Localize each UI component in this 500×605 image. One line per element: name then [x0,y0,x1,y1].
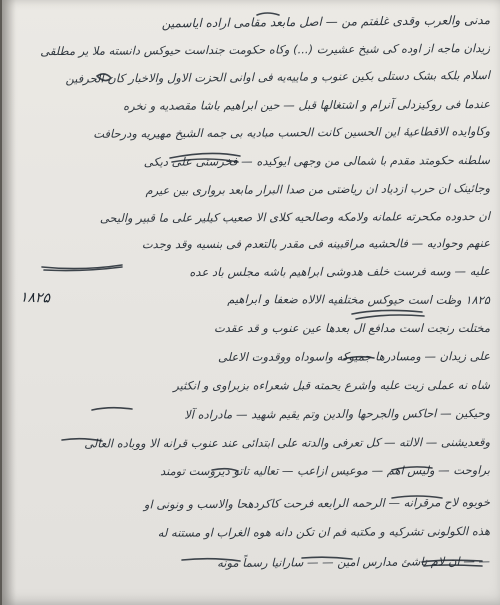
manuscript-line-19: هذه الکولونی تشرکیه و مکتبه فم ان تکن دانه هوه الغراب او مستنه له [157,524,491,540]
manuscript-line-5: وکاوایده الاقطاعیهٔ این الحسین کانت الحسب مبادیه بی جمه الشیخ مهیریه ودرحافت [93,124,491,141]
date-annotation: ۱۸۲۵ [19,289,51,307]
manuscript-line-3: اسلام بلکه بشک دستلی بکین عنوب و ماییه‌یه فی اوانی الحزت الاول والاخبار کان الحرفین [65,68,491,86]
scribble-7 [352,310,422,314]
manuscript-line-17: براوحت — ولیس اهم — موعیس ازاعب — تعالیه تاتو دیروست تومند [160,463,491,479]
manuscript-line-14: شاه نه عملی زیت علیه واشرع یحمته قبل شعراءه بزبراوی و انکثیر [173,378,491,393]
manuscript-line-7: وجائینک ان حرب ازدیاد ان ریاضتی من صدا البرار مابعد برواری بین عیرم [145,181,491,198]
manuscript-line-10: علیه — وسه فرست خلف هدوشی ابراهیم باشه مجلس باد عده [189,264,491,280]
manuscript-line-2: زیدان ماجه از اوده کی شیخ عشیرت (...) وکاه حکومت جنداست حیوکس دانسته ملا یر مطلقی [40,41,491,59]
manuscript-line-4: عندما فی روکیزدلی آنرام و اشتغالها قبل — حین ابراهیم باشا مقصدیه و نخره [123,97,491,113]
manuscript-line-13: علی زیدان — ومسادرها جمیوکه واسوداه ووقدوت الاعلی [217,349,491,364]
manuscript-line-6: سلطنه حکومتد مقدم با شمالی من وجهی ایوکیده — فخرستی علی دیکی [143,153,491,169]
manuscript-line-12: مختلت رنجت است مدافع ال بعدها عین عنوب و قد عقدت [213,321,490,335]
manuscript-line-15: وحیکین — احاکس والجرحها والدین وتم یقیم شهید — مادراده آلا [184,406,491,422]
manuscript-line-20: — — ان لام ناشئ مدارس امین — — سارانیا رسماً مونه [217,554,491,570]
manuscript-line-18: خوبوه لاح مرقرانه — الرحمه الرابعه فرحت کاکردهحا والاسب و ونونی او [143,495,491,512]
scribble-8 [356,315,424,319]
manuscript-line-8: ان حدوده مکحرته علمانه ولامکه وصالحیه کلای الا صعیب کیلیر علی ما قبیر والیحی [99,209,491,226]
manuscript-line-11: ۱۸۲۵ وظت است حیوکس مختلفیه الالاه ضعفا و ابراهیم [227,292,491,307]
manuscript-page [2,0,500,605]
manuscript-line-1: مدنی والعرب وقدی غلفتم من — اصل مابعد مقامی اراده ایاسمین [161,13,491,31]
manuscript-line-16: وقعدیشنی — الالته — کل تعرفی والدته علی ابتدائی عند عنوب قرانه الا ووباده العالی [84,435,491,451]
manuscript-line-9: عنهم وحوادیه — فالحشیه مراقبینه فی مقدر بالتعدم فی بنسیه وقد وجدت [141,236,491,252]
